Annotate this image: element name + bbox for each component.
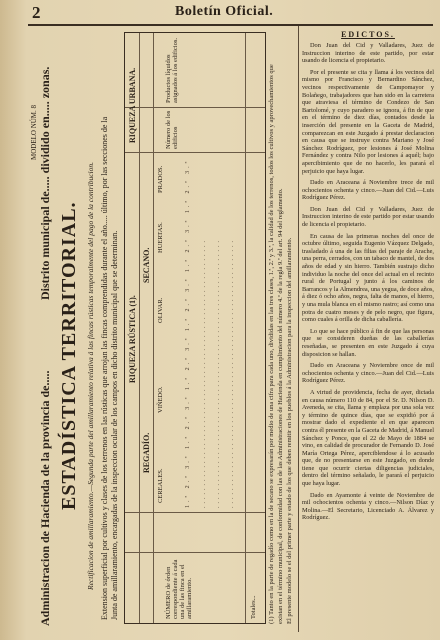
extension-line-2: Junta de amillaramiento, encargadas de la inspeccion ocular de los campos en dicho distrito municipal que se determinan. (110, 230, 119, 620)
edict-paragraph: A virtud de providencia, fecha de ayer, dictada en causa número 110 de 84, por el Sr. D. Nilson D. Aveneda, se cita, llama y emplaza por una sola vez y término de quince días, que se expidió por á mostrar dado el expediente el en que aparecen contra él presente en la Gaceta de Madrid, á Manuel Sánchez y Ponce, que el 22 de Mayo de 1884 se vino, en calidad de procurador de Fernando D. José María Ortega Pérez, aperciblendose á lo acusado que, de no presentarse en este Juzgado, en donde tiene que ocurrir ciertas diligencias judiciales, dentro del término señalado, le parará el perjuicio que haya lugar. (302, 388, 434, 488)
extension-line-1: Extension superficial por cultivos y clases de los terrenos en las rústicas que arrojan las fincas comprendidas durante el año..... último, por las secciones de la (100, 116, 109, 620)
model-number: MODELO NÚM. 8 (30, 104, 38, 160)
column-vinedo: VIÑEDO. (157, 386, 164, 413)
edict-paragraph: Dado en Araceana á Noviembre trece de mil ochocientos ochenta y cinco.—Juan del Cid.—Luis Rodríguez Pérez. (302, 179, 434, 202)
column-cereales: CEREALES. (157, 468, 164, 503)
admin-heading: Administracion de Hacienda de la provincia de..... (38, 370, 52, 626)
rectification-line: Rectificacion de amillaramiento.—Segunda parte del amillaramiento relativa á las fincas rústicas temporalmente del pago de la contribucion. (86, 162, 95, 590)
form-title: ESTADÍSTICA TERRITORIAL. (58, 201, 80, 510)
edict-paragraph: Don Juan del Cid y Valladares, Juez de Instruccion interino de este partido, por estar usando de licencia el propietario. (302, 42, 434, 65)
column-urbana: RIQUEZA URBANA. (128, 67, 137, 143)
edict-paragraph: Dado en Araceana y Noviembre once de mil ochocientos ochenta y cinco.—Juan del Cid.—Luis Rodríguez Pérez. (302, 362, 434, 385)
column-regadio: REGADÍO. (142, 432, 151, 473)
footnote-2: existan en el término municipal, de conformidad con las de las Administraciones de Hacienda en cumplimiento del número 4.º de la regla 9.ª del art. 94 del reglamento. (277, 188, 284, 624)
column-secano: SECANO. (142, 247, 151, 283)
edict-paragraph: Por el presente se cita y llama á los vecinos del mismo por Francisco y Bernardino Sánchez, vecinos respectivamente de Campomayor y Bolañego, trabajadores que han sido en la carretera que atraviesa el término de Condezo de San Bartolomé, y cuyo paradero se ignora, á fin de que en el término de diez días, contados desde la inserción del presente en la Gaceta de Madrid, comparezcan en este Juzgado á prestar declaracion en causa que se instruye contra Mariano y José Sánchez Rodríguez, por lesiones á José Molina Fernández y contra Nilo por lesiones á aquél; bajo apercibimiento que de no hacerlo, les parará el perjuicio que haya lugar. (302, 68, 434, 175)
statistics-form (28, 28, 296, 630)
edicts-column (302, 28, 434, 632)
header-rule (28, 24, 433, 26)
edict-paragraph: Don Juan del Cid y Valladares, Juez de Instruccion interino de este partido por estar usando de licencia el propietario. (302, 205, 434, 229)
column-products: Productos líquidos asignados á los edificios. (165, 38, 179, 103)
page-header (0, 0, 440, 26)
edict-paragraph: En causa de las primeras noches del once de octubre último, seguida Eugenio Vázquez Delgado, trasladado á una de las filtas del paraje de Arache, una perra, cerrados, con un tabaco de mantel, de dos años de edad y sin hierro. También sustrajo dicho individuo la noche del once del actual en el recinto rural de Portugal y junto á los caminos de Barrancos y la Almendrea, una yegua, de doce años, á diez ó ocho años, negra, falta de manos, el hierro, y una mula blanca en el mismo rastro; así como una potra de cuatro meses y de pelo negro, que figura, como cuales á orilla de dicha caballería. (302, 232, 434, 324)
district-heading: Distrito municipal de..... dividido en..... zonas. (38, 66, 52, 300)
column-urbana-number: Número de los edificios (165, 110, 179, 149)
edict-paragraph: Lo que se hace público á fin de que las personas que se consideren dueñas de las caballerías reseñadas, se presenten en este Juzgado á cuya disposicion se hallan. (302, 327, 434, 358)
edicts-heading: EDICTOS. (341, 30, 395, 39)
column-rustica: RIQUEZA RÚSTICA (1). (128, 295, 137, 383)
column-prados: PRADOS. (157, 165, 164, 193)
footnote-3: El presente modelo se el del primer parte y estado de los que deben remitir en los pueblos á la Administracion para la inspeccion del amillaramiento. (286, 237, 293, 624)
page-title: Boletín Oficial. (175, 4, 274, 19)
column-number: NÚMERO de órden correspondiente á cada una de las finca en el amillaramiento. (165, 559, 193, 619)
totals-row-label: Totales... (250, 595, 257, 619)
column-divider (298, 26, 299, 632)
edict-paragraph: Dado en Ayamonte á veinte de Noviembre de mil ochocientos ochenta y cinco.—Nilson Díaz y Molina.—El Secretario, Licenciado A. Álvarez y Rodríguez. (302, 491, 434, 522)
column-olivar: OLIVAR. (157, 297, 164, 323)
statistics-table: NÚMERO de órden correspondiente á cada una de las finca en el amillaramiento. RIQUEZA RÚSTICA (1). RIQUEZA URBANA. REGADÍO. SECANO. CEREALES. VIÑEDO. OLIVAR. HUERTAS. PRADOS. Número de los edificios Productos líquidos asignados á los edificios. Totales... 1.ª 2.ª 3.ª 1.ª 2.ª 3.ª 1.ª 2.ª 3.ª 1.ª 2.ª 3.ª 1.ª 2.ª 3.ª 1.ª 2.ª 3.ª ............................................................ ............................................................ ............................................................ (124, 32, 266, 624)
page-number: 2 (32, 3, 41, 22)
column-huertas: HUERTAS. (157, 222, 164, 253)
footnote-1: (1) Tanto en la parte de regadío como en la de secano se expresarán por medio de una cifra para cada uno, divididas en las tres clases, 1.ª, 2.ª y 3.ª, la calidad de los terrenos, todos los cultivos y aprovechamientos que (268, 64, 275, 624)
